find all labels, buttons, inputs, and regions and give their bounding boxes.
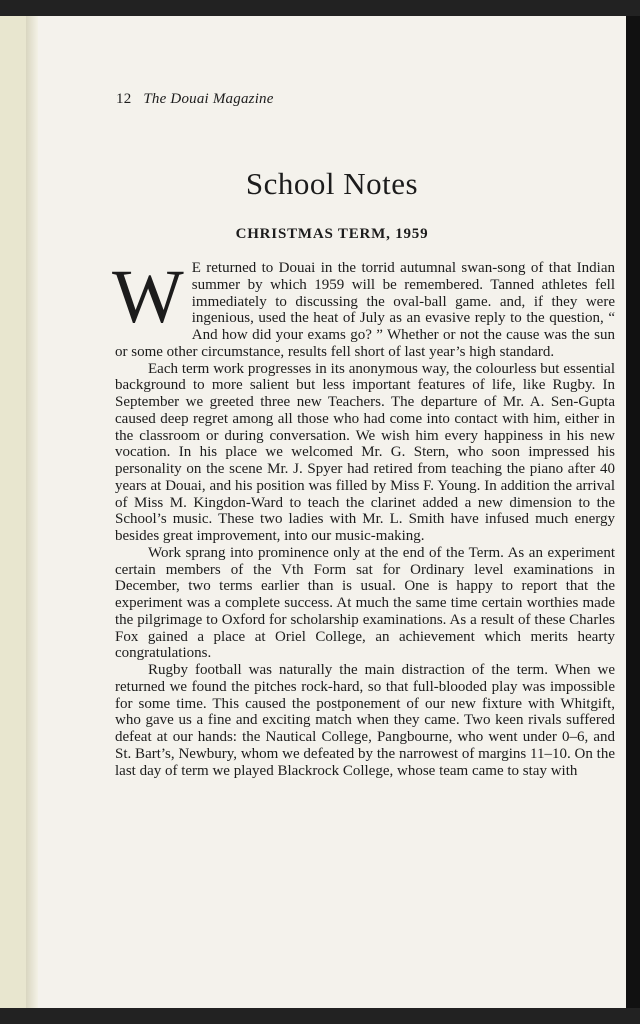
paragraph-4: Rugby football was naturally the main distraction of the term. When we returned we found the pitches rock-hard, so that full-blooded play was impossible for some time. This caused the postponement of our new fixture with Whitgift, who gave us a fine and exciting match when they came. Two keen rivals suffered defeat at our hands: the Nautical College, Pangbourne, who went under 0–6, and St. Bart’s, Newbury, whom we defeated by the narrowest of margins 11–10. On the last day of term we played Blackrock College, whose team came to stay with — [115, 662, 615, 779]
drop-cap: W — [112, 255, 184, 339]
page-gutter — [26, 16, 38, 1008]
article-subtitle: CHRISTMAS TERM, 1959 — [235, 226, 429, 242]
magazine-name: The Douai Magazine — [143, 91, 274, 107]
scan-right-border — [626, 16, 640, 1008]
running-head — [116, 91, 274, 108]
article-body — [112, 255, 615, 779]
book-cover-edge — [0, 16, 27, 1008]
paragraph-3: Work sprang into prominence only at the end of the Term. As an experiment certain members of the Vth Form sat for Ordinary level examinations in December, two terms earlier than is usual. One is happy to report that the experiment was a complete success. At much the same time certain worthies made the pilgrimage to Oxford for scholarship examinations. As a result of these Charles Fox gained a place at Oriel College, an achievement which merits hearty congratulations. — [115, 544, 615, 662]
magazine-page — [38, 16, 626, 1008]
paragraph-1-text: E returned to Douai in the torrid autumnal swan-song of that Indian summer by which 1959 will be remembered. Tanned athletes fell immediately to discussing the oval-ball game. and, if they were ingenious, used the heat of July as an evasive reply to the question, “ And how did your exams go? ” Whether or not the cause was the sun or some other circumstance, results fell short of last year’s high standard. — [115, 260, 615, 360]
scan-bottom-border — [0, 1008, 640, 1024]
paragraph-1 — [112, 255, 615, 361]
scan-top-border — [0, 0, 640, 16]
page-number: 12 — [116, 91, 132, 107]
paragraph-2: Each term work progresses in its anonymous way, the colourless but essential background to more salient but less important features of life, like Rugby. In September we greeted three new Teachers. The departure of Mr. A. Sen-Gupta caused deep regret among all those who had come into contact with him, either in the classroom or during conversation. We wish him every happiness in his new vocation. In his place we welcomed Mr. G. Stern, who soon impressed his personality on the scene Mr. J. Spyer had retired from teaching the piano after 40 years at Douai, and his position was filled by Miss F. Young. In addition the arrival of Miss M. Kingdon-Ward to teach the clarinet added a new dimension to the School’s music. These two ladies with Mr. L. Smith have infused much energy besides great improvement, into our music-making. — [115, 360, 615, 544]
article-title: School Notes — [245, 166, 419, 201]
